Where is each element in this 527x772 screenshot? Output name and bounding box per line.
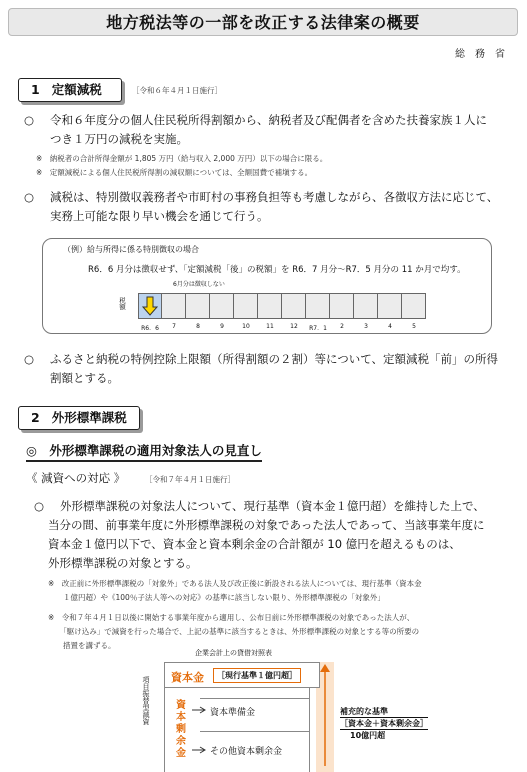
section-2-heading [18, 406, 140, 430]
month-label: 3 [364, 323, 368, 330]
example-description: R6．6 月分は徴収せず、「定額減税「後」の税額」を R6．7 月分～R7．5 月分の 11 か月で均す。 [88, 265, 466, 275]
bullet-line: 実務上可能な限り早い機会を通じて行う。 [50, 209, 269, 223]
month-cell [378, 293, 402, 319]
capital-reserve-label: 資本準備金 [210, 708, 256, 718]
section-2-note-line: 「駆け込み」で減資を行った場合で、上記の基準に該当するときは、外形標準課税の対象とする等の所要の [48, 627, 420, 636]
month-cell [282, 293, 306, 319]
month-label: 5 [412, 323, 416, 330]
month-label: 9 [220, 323, 224, 330]
month-cell [234, 293, 258, 319]
section-1-number: 1 [31, 82, 40, 97]
gensa-label: 《 減資への対応 》 [26, 471, 126, 485]
section-2-note-line: ※ 改正前に外形標準課税の「対象外」である法人及び改正後に新設される法人については、現行基準（資本金 [48, 579, 422, 588]
capital-note: ［現行基準１億円超］ [213, 668, 301, 683]
section-1-heading [18, 78, 122, 102]
section-2-bullet: ○ 外形標準課税の対象法人について、現行基準（資本金１億円超）を維持した上で、 当分の間、前事業年度に外形標準課税の対象であった法人であって、当該事業年度に 資本金１億円以下で、資本金と資本剰余金の合計額が 10 億円を超えるものは、 外形標準課税の対象とする。 [34, 497, 504, 573]
bullet-line: 割額とする。 [50, 371, 119, 385]
month-cell [402, 293, 426, 319]
month-cell [354, 293, 378, 319]
example-box [42, 238, 492, 334]
month-label: R6．6 [141, 325, 159, 332]
month-cell [330, 293, 354, 319]
month-label: 11 [266, 323, 274, 330]
bullet-line: 減税は、特別徴収義務者や市町村の事務負担等も考慮しながら、各徴収方法に応じて、 [50, 190, 499, 204]
section-2-title: 外形標準課税 [51, 410, 127, 425]
bullet-line: 令和６年度分の個人住民税所得割額から、納税者及び配偶者を含めた扶養家族１人に [50, 113, 487, 127]
month-label: 10 [242, 323, 250, 330]
month-label: 7 [172, 323, 176, 330]
month-label: 8 [196, 323, 200, 330]
diagram-side-label: 項目振替型減資 [142, 676, 150, 725]
month-cell [258, 293, 282, 319]
example-title: （例）給与所得に係る特別徴収の場合 [63, 245, 199, 254]
month-bar [138, 293, 426, 319]
bullet-line: 外形標準課税の対象法人について、現行基準（資本金１億円超）を維持した上で、 [60, 499, 485, 513]
capital-box [164, 662, 320, 688]
bullet-line: ふるさと納税の特例控除上限額（所得割額の２割）等について、定額減税「前」の所得 [50, 352, 499, 366]
diagram-title: 企業会計上の貸借対照表 [195, 649, 272, 657]
section-1-effective-date: ［令和６年４月１日施行］ [132, 86, 222, 95]
section-1-note-2: ※ 定額減税による個人住民税所得割の減収額については、全額国費で補塡する。 [36, 168, 313, 177]
section-1-note-1: ※ 納税者の合計所得金額が 1,805 万円（給与収入 2,000 万円）以下の場合に限る。 [36, 154, 328, 163]
bullet-line: 当分の間、前事業年度に外形標準課税の対象であった法人であって、当該事業年度に [48, 518, 485, 532]
month-label: 2 [340, 323, 344, 330]
section-2-note-line: 措置を講ずる。 [48, 641, 116, 650]
section-2-note-line: ※ 令和７年４月１日以後に開始する事業年度から適用し、公布日前に外形標準課税の対象であった法人が、 [48, 613, 415, 622]
section-1-bullet-1: ○ 令和６年度分の個人住民税所得割額から、納税者及び配偶者を含めた扶養家族１人に つき１万円の減税を実施。 [24, 111, 504, 149]
section-2-number: 2 [31, 410, 40, 425]
example-note: 6月分は徴収しない [173, 281, 225, 288]
month-label: 12 [290, 323, 298, 330]
month-label: R7．1 [309, 325, 327, 332]
down-arrow-icon [139, 294, 161, 318]
section-2-note-line: １億円超）や《100％子法人等への対応》の基準に該当しない限り、外形標準課税の「対象外」 [48, 593, 385, 602]
criterion-title: 補充的な基準 [340, 706, 428, 718]
section-1-title: 定額減税 [51, 82, 102, 97]
capital-label: 資本金 [171, 671, 204, 684]
bullet-line: 外形標準課税の対象とする。 [48, 556, 198, 570]
balance-sheet-diagram [140, 648, 526, 772]
arrow-icons [190, 706, 210, 766]
other-surplus-label: その他資本剰余金 [210, 747, 283, 757]
month-cell [162, 293, 186, 319]
section-1-bullet-2: ○ 減税は、特別徴収義務者や市町村の事務負担等も考慮しながら、各徴収方法に応じて、 実務上可能な限り早い機会を通じて行う。 [24, 188, 504, 226]
ministry-name: 総務省 [455, 49, 515, 60]
criterion-value: 10億円超 [350, 731, 386, 740]
month-cell [138, 293, 162, 319]
month-label: 4 [388, 323, 392, 330]
month-cell [210, 293, 234, 319]
bullet-line: つき１万円の減税を実施。 [50, 132, 188, 146]
bullet-line: 資本金１億円以下で、資本金と資本剰余金の合計額が 10 億円を超えるものは、 [48, 537, 461, 551]
section-2-subheading: ◎ 外形標準課税の適用対象法人の見直し [26, 441, 262, 462]
section-1-bullet-3: ○ ふるさと納税の特例控除上限額（所得割額の２割）等について、定額減税「前」の所得 割額とする。 [24, 350, 504, 388]
capital-surplus-label: 資本剰余金 [176, 700, 186, 759]
month-cell [186, 293, 210, 319]
month-labels [138, 323, 426, 332]
criterion-formula: ［資本金＋資本剰余金］ [340, 719, 428, 728]
month-cell [306, 293, 330, 319]
supplementary-criterion [340, 706, 428, 741]
section-2-effective-date: ［令和７年４月１日施行］ [145, 475, 235, 484]
example-side-label: 税額 [118, 297, 126, 310]
page-title: 地方税法等の一部を改正する法律案の概要 [8, 8, 518, 36]
